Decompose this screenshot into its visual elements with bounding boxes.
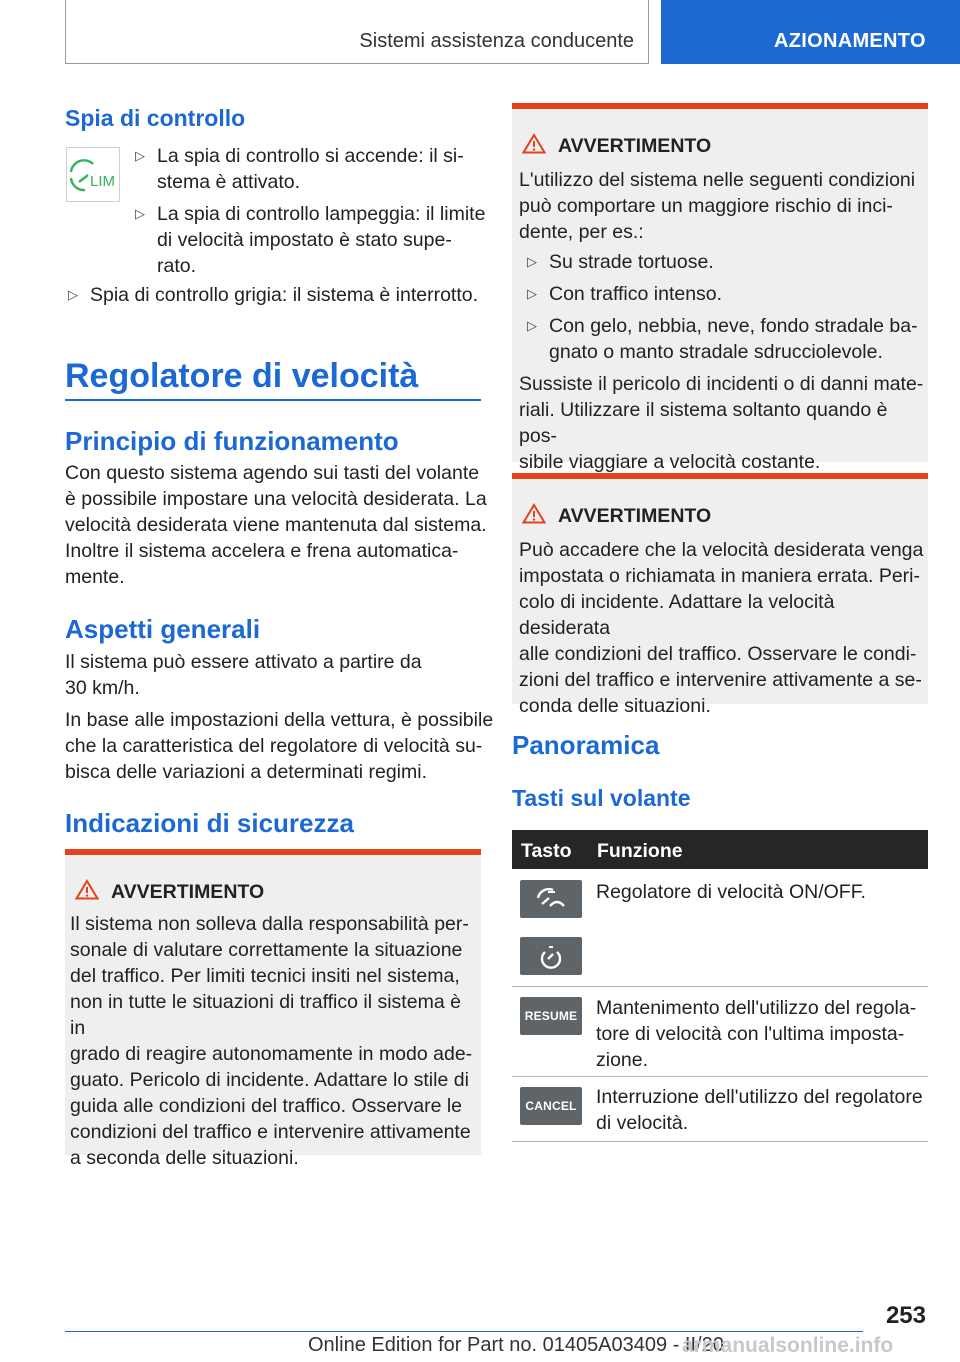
text-line: impostata o richiamata in maniera errata. Peri- [519,565,920,587]
text-line: del traffico. Per limiti tecnici insiti nel sistema, [70,965,460,987]
header-chapter-title: AZIONAMENTO [774,30,926,52]
tasti-title: Tasti sul volante [512,785,691,811]
title-divider [65,399,481,401]
panoramica-title: Panoramica [512,730,660,760]
column-header-key: Tasto [521,840,572,862]
footer-edition: Online Edition for Part no. 01405A03409 - II/20 [308,1334,724,1356]
text-line: conda delle situazioni. [519,695,711,717]
cruise-on-off-alt-icon [538,943,564,969]
text-line: Il sistema non solleva dalla responsabilità per- [70,913,469,935]
text-line: zioni del traffico e intervenire attivamente a se- [519,669,922,691]
text-line: bisca delle variazioni a determinati regimi. [65,761,427,783]
text-line: Il sistema può essere attivato a partire da [65,651,422,673]
list-item-line: stema è attivato. [157,171,301,193]
warning-triangle-icon [75,879,99,900]
text-line: dente, per es.: [519,221,644,243]
table-row [512,1077,928,1142]
text-line: che la caratteristica del regolatore di velocità su- [65,735,483,757]
cruise-on-off-button[interactable] [520,880,582,918]
page-title: Regolatore di velocità [65,357,419,395]
text-line: non in tutte le situazioni di traffico il sistema è in [70,991,461,1039]
list-item-line: di velocità impostato è stato supe- [157,229,452,251]
text-line: Sussiste il pericolo di incidenti o di danni mate- [519,373,924,395]
list-item-line: rato. [157,255,197,277]
bullet-triangle-icon: ▷ [527,286,537,301]
table-header [512,830,928,869]
list-item [135,143,464,195]
cancel-button[interactable] [520,1087,582,1125]
text-line: sonale di valutare correttamente la situazione [70,939,463,961]
steering-keys-table [512,830,928,1142]
text-line: mente. [65,566,125,588]
list-item [68,282,478,308]
warning-text [70,911,481,1171]
warning-triangle-icon [522,133,546,154]
text-line: Interruzione dell'utilizzo del regolatore [596,1086,923,1108]
resume-button[interactable] [520,997,582,1035]
table-row [512,987,928,1077]
text-line: Mantenimento dell'utilizzo del regola- [596,997,917,1019]
warning-intro [519,167,915,245]
text-line: di velocità. [596,1112,689,1134]
warning-box [512,103,928,473]
text-line: Regolatore di velocità ON/OFF. [596,881,866,903]
warning-title: AVVERTIMENTO [558,505,712,527]
principio-text [65,460,487,590]
function-description [596,995,916,1073]
list-item-line: Con gelo, nebbia, neve, fondo stradale ba- [549,315,918,337]
text-line: Può accadere che la velocità desiderata venga [519,539,924,561]
list-item [527,249,714,275]
text-line: L'utilizzo del sistema nelle seguenti condizioni [519,169,916,191]
text-line: Con questo sistema agendo sui tasti del volante [65,462,480,484]
aspetti-text-1 [65,649,422,701]
warning-outro [519,371,928,475]
bullet-triangle-icon: ▷ [135,206,145,221]
warning-title: AVVERTIMENTO [111,881,265,903]
cancel-button-label: CANCEL [525,1099,577,1113]
warning-box [512,473,928,717]
function-description [596,879,866,905]
warning-title: AVVERTIMENTO [558,135,712,157]
page-number: 253 [885,1302,926,1329]
text-line: condizioni del traffico e intervenire attivamente [70,1121,471,1143]
list-item-line: Con traffico intenso. [549,283,723,305]
spia-title: Spia di controllo [65,105,246,131]
aspetti-title: Aspetti generali [65,614,261,644]
warning-triangle-icon [522,503,546,524]
list-item-line: Su strade tortuose. [549,251,714,273]
list-item-line: Spia di controllo grigia: il sistema è interrotto. [90,284,479,306]
column-header-function: Funzione [597,840,683,862]
text-line: guato. Pericolo di incidente. Adattare lo stile di [70,1069,469,1091]
text-line: 30 km/h. [65,677,140,699]
text-line: tore di velocità con l'ultima imposta- [596,1023,905,1045]
text-line: può comportare un maggiore rischio di inci- [519,195,893,217]
text-line: sibile viaggiare a velocità costante. [519,451,821,473]
table-row [512,869,928,987]
text-line: è possibile impostare una velocità desiderata. La [65,488,487,510]
aspetti-text-2 [65,707,493,785]
lim-icon-label: LIM [90,173,116,190]
warning-text [519,537,928,719]
text-line: Inoltre il sistema accelera e frena automatica- [65,540,459,562]
list-item-line: gnato o manto stradale sdrucciolevole. [549,341,883,363]
header-chapter-tab[interactable] [661,0,960,64]
bullet-triangle-icon: ▷ [527,254,537,269]
sicurezza-title: Indicazioni di sicurezza [65,808,354,838]
text-line: riali. Utilizzare il sistema soltanto quando è pos- [519,399,888,447]
cruise-on-off-alt-button[interactable] [520,937,582,975]
text-line: velocità desiderata viene mantenuta dal sistema. [65,514,487,536]
function-description [596,1084,923,1136]
bullet-triangle-icon: ▷ [68,287,78,302]
text-line: a seconda delle situazioni. [70,1147,299,1169]
resume-button-label: RESUME [524,1009,578,1023]
text-line: alle condizioni del traffico. Osservare le condi- [519,643,917,665]
header-section-box [65,0,649,64]
header-section-title: Sistemi assistenza conducente [359,30,634,52]
list-item-line: La spia di controllo lampeggia: il limite [157,203,486,225]
cruise-on-off-icon [534,886,568,912]
footer-divider [65,1331,863,1332]
text-line: In base alle impostazioni della vettura, è possibile [65,709,494,731]
bullet-triangle-icon: ▷ [527,318,537,333]
text-line: zione. [596,1049,649,1071]
list-item-line: La spia di controllo si accende: il si- [157,145,464,167]
bullet-triangle-icon: ▷ [135,148,145,163]
text-line: colo di incidente. Adattare la velocità desiderata [519,591,835,639]
lim-indicator-icon [66,147,120,202]
list-item [527,281,722,307]
text-line: grado di reagire autonomamente in modo ade- [70,1043,473,1065]
list-item [135,201,485,279]
list-item [527,313,918,365]
text-line: guida alle condizioni del traffico. Osservare le [70,1095,463,1117]
footer-watermark: armanualsonline.info [682,1334,894,1357]
principio-title: Principio di funzionamento [65,426,399,456]
warning-box [65,849,481,1169]
